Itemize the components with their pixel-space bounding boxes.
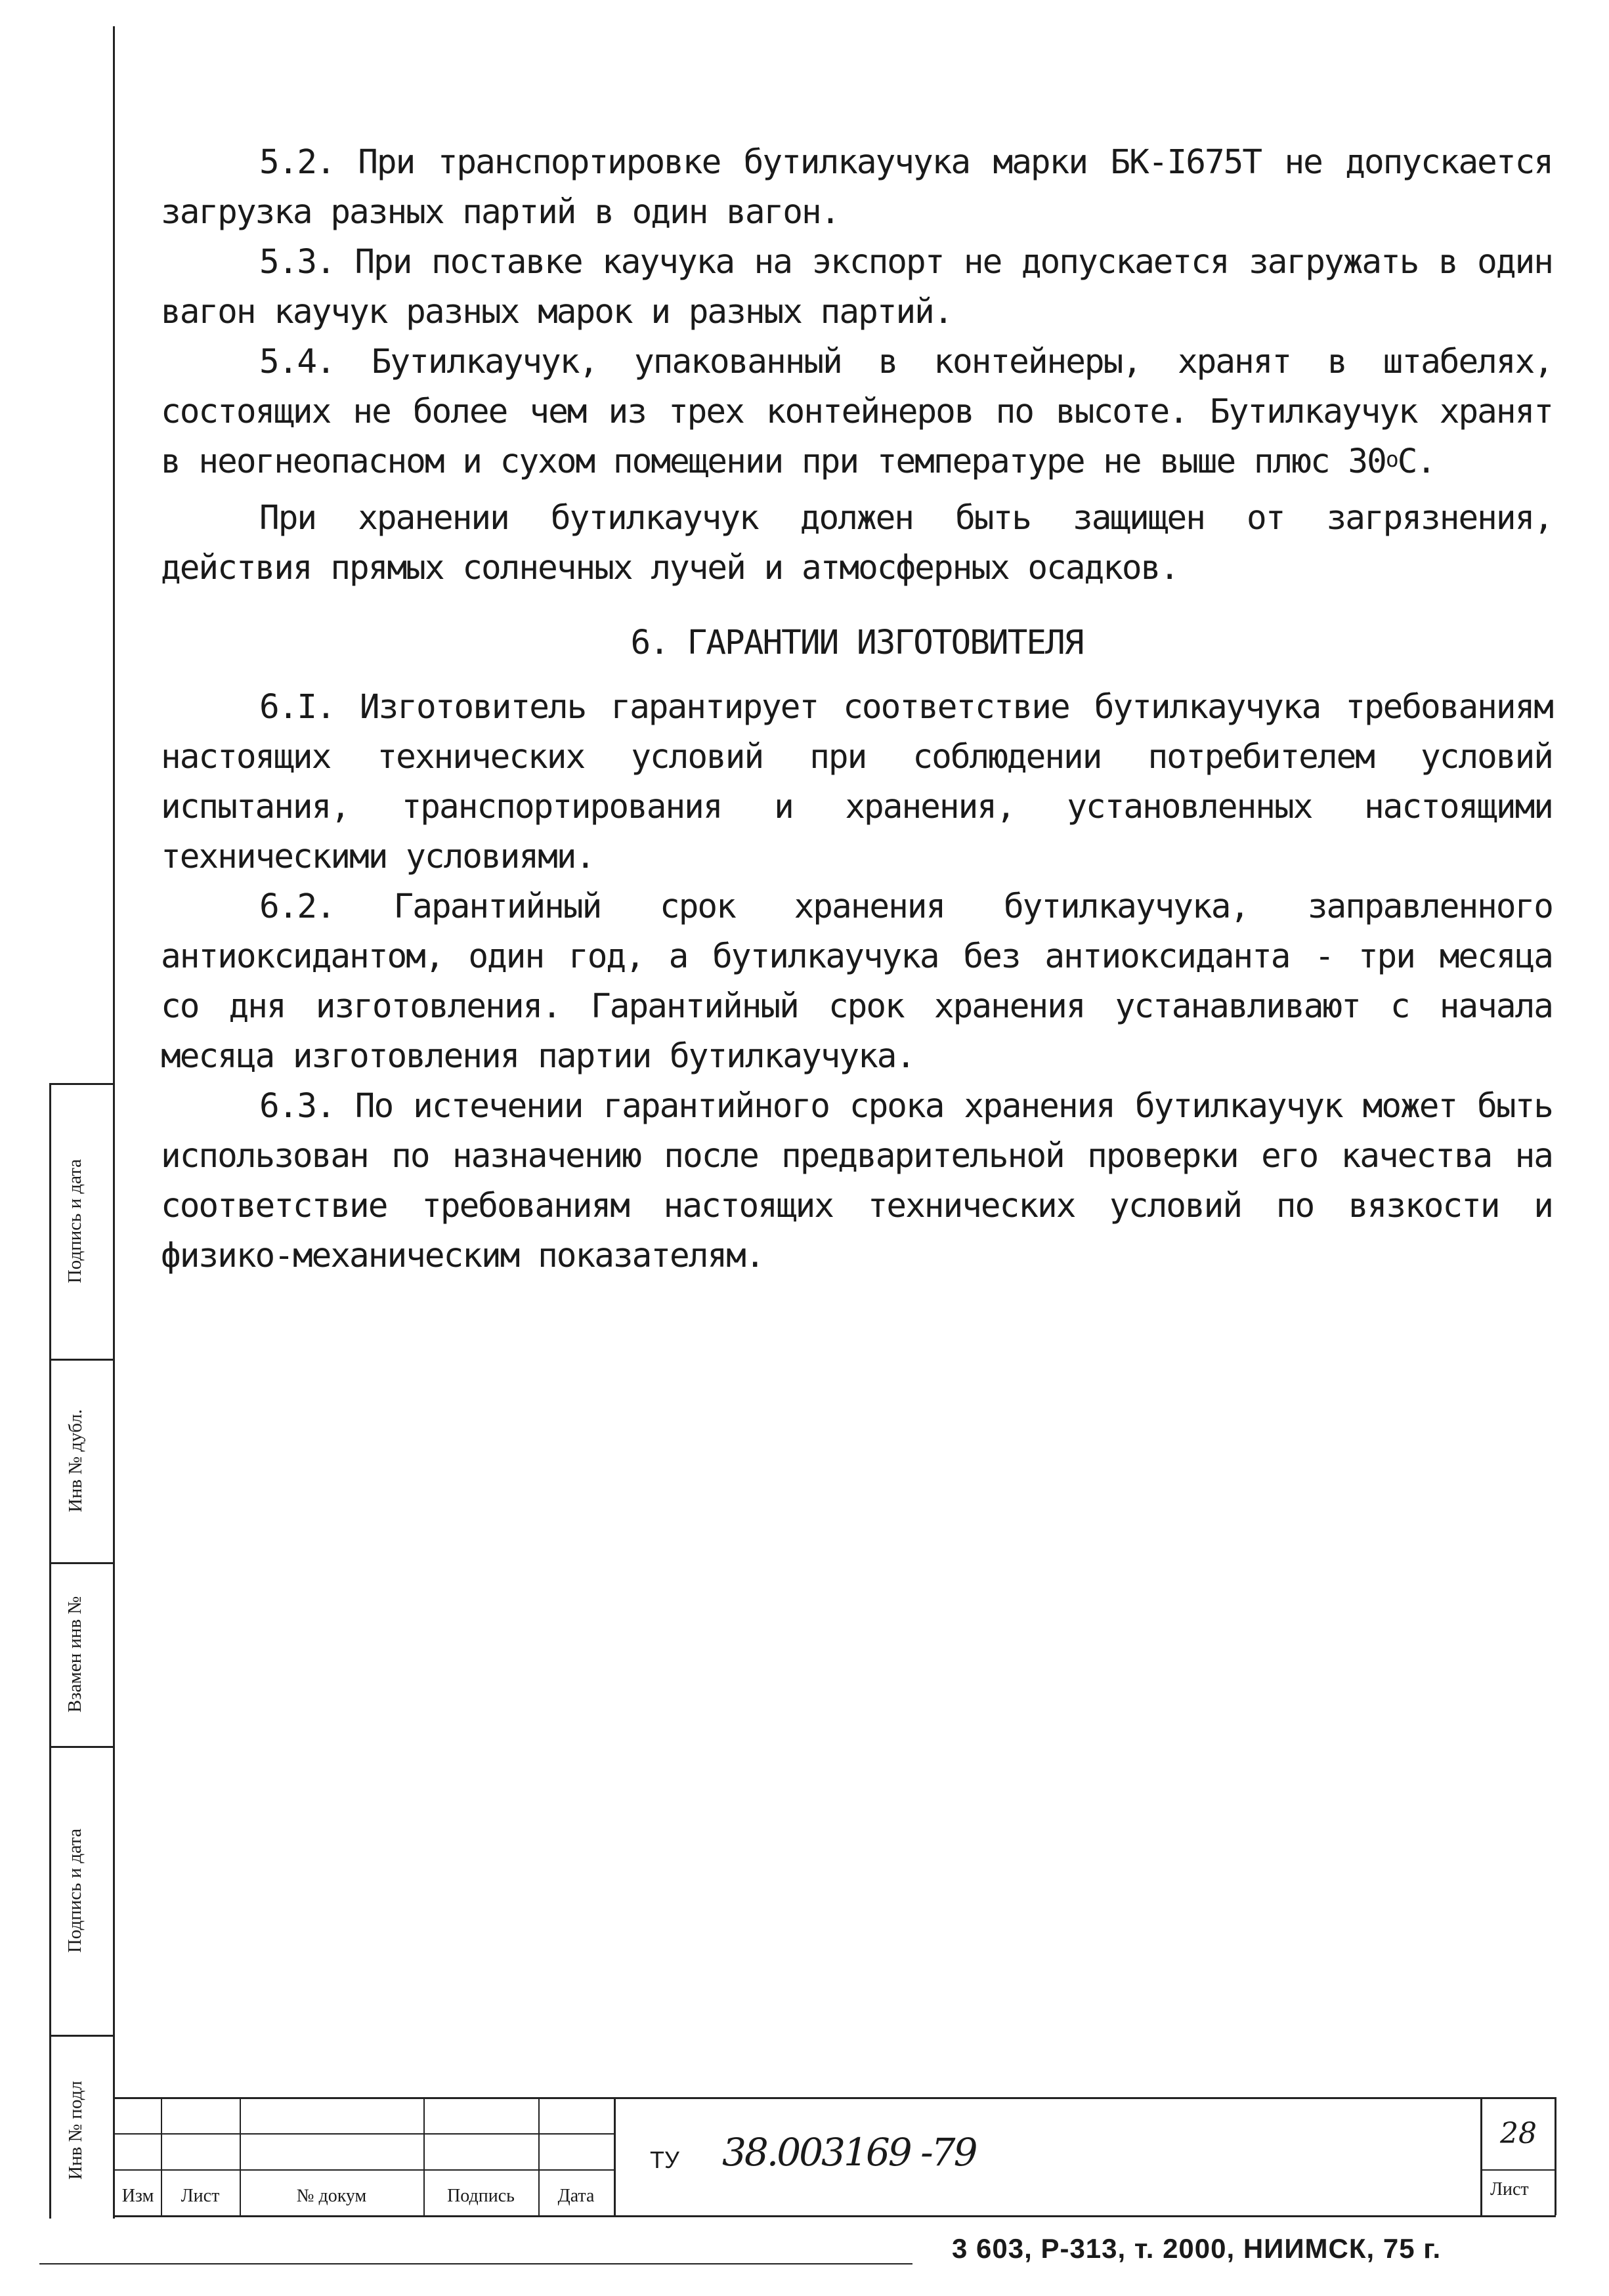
title-block-col-date: Дата <box>557 2186 595 2206</box>
title-block-divider <box>614 2097 616 2215</box>
title-block-col-change: Изм <box>121 2186 154 2206</box>
document-number: 38.003169 -79 <box>722 2130 976 2175</box>
side-stamp-sign-date-1: Подпись и дата <box>64 1159 86 1283</box>
sheet-box-rule <box>1480 2169 1556 2171</box>
side-stamp-rule <box>49 1746 115 1748</box>
side-stamp-replaced-inv: Взамен инв № <box>64 1596 86 1712</box>
left-margin-line <box>113 26 115 2219</box>
paragraph-storage: При хранении бутилкаучук должен быть защищен от загрязнения, действия прямых солнечных лучей и атмосферных осадков. <box>161 499 1553 587</box>
section-heading: 6. ГАРАНТИИ ИЗГОТОВИТЕЛЯ <box>630 624 1083 662</box>
side-stamp-rule <box>49 1083 115 1085</box>
title-block-divider <box>1480 2097 1482 2215</box>
paragraph-5-3: 5.3. При поставке каучука на экспорт не допускается загружать в один вагон каучук разных марок и разных партий. <box>161 243 1553 331</box>
title-block-bottom-rule <box>115 2215 1556 2217</box>
bottom-print-rule <box>39 2263 912 2264</box>
paragraph-5-4: 5.4. Бутилкаучук, упакованный в контейнеры, хранят в штабелях, состоящих не более чем из трех контейнеров по высоте. Бутилкаучук хранят в неогнеопасном и сухом помещении при температуре не выше плюс $30^оС$. <box>161 343 1553 481</box>
sheet-number: 28 <box>1500 2117 1537 2150</box>
paragraph-6-1: 6.I. Изготовитель гарантирует соответствие бутилкаучука требованиям настоящих технических условий при соблюдении потребителем условий испытания, транспортирования и хранения, установленных настоящими техническими условиями. <box>161 688 1553 876</box>
side-stamp-rule <box>49 2035 115 2037</box>
title-block-col-sign: Подпись <box>447 2186 515 2206</box>
side-stamp-inv-dupl: Инв № дубл. <box>64 1409 86 1512</box>
paragraph-5-2: 5.2. При транспортировке бутилкаучука марки БК-I675Т не допускается загрузка разных партий в один вагон. <box>161 143 1553 232</box>
title-block-top-rule <box>115 2097 1556 2099</box>
sheet-label: Лист <box>1490 2179 1529 2200</box>
paragraph-6-2: 6.2. Гарантийный срок хранения бутилкаучука, заправленного антиоксидантом, один год, а бутилкаучука без антиоксиданта - три месяца со дня изготовления. Гарантийный срок хранения устанавливают с начала месяца изготовления партии бутилкаучука. <box>161 887 1553 1076</box>
paragraph-6-3: 6.3. По истечении гарантийного срока хранения бутилкаучук может быть использован по назначению после предварительной проверки его качества на соответствие требованиям настоящих технических условий по вязкости и физико-механическим показателям. <box>161 1087 1553 1275</box>
print-info: 3 603, Р-313, т. 2000, НИИМСК, 75 г. <box>952 2233 1442 2264</box>
document-code-prefix: ТУ <box>650 2146 679 2173</box>
title-block-col-doc: № докум <box>296 2186 367 2206</box>
side-stamp-rule <box>49 1359 115 1361</box>
title-block-col-sheet: Лист <box>181 2186 220 2206</box>
side-stamp-sign-date-2: Подпись и дата <box>64 1828 86 1953</box>
title-block-divider <box>1555 2097 1556 2215</box>
side-stamp-rule <box>49 1562 115 1564</box>
side-stamp-inv-orig: Инв № подл <box>64 2080 86 2180</box>
document-body <box>161 138 1553 1281</box>
